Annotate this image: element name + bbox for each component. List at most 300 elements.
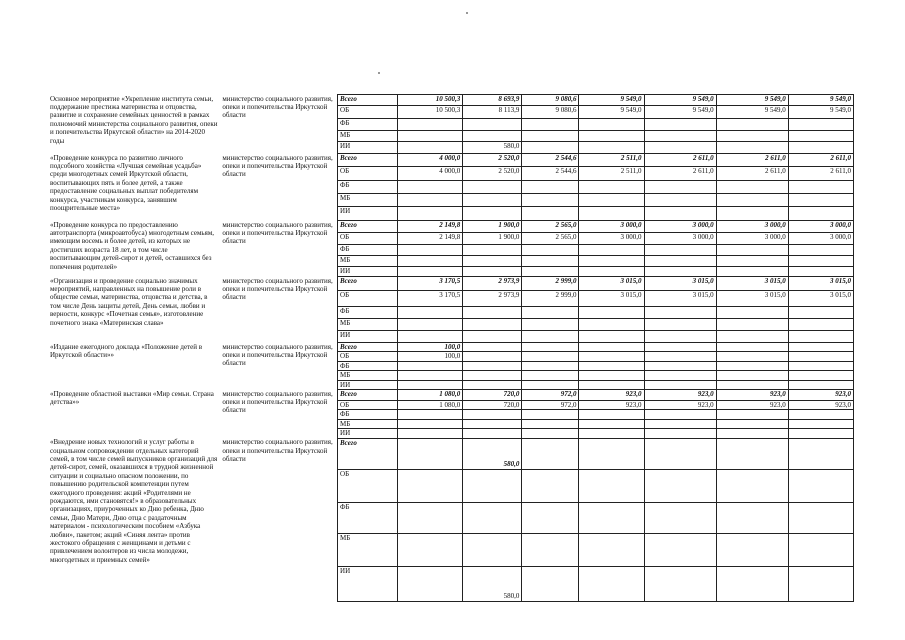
amount-cell <box>398 566 463 601</box>
amount-cell <box>398 119 463 131</box>
amount-cell <box>716 380 788 389</box>
amount-cell <box>463 181 522 194</box>
amount-cell: 1 900,0 <box>463 233 522 245</box>
amount-cell: 8 693,9 <box>463 95 522 106</box>
amount-cell <box>644 469 716 502</box>
table-row <box>48 390 854 401</box>
amount-cell <box>644 319 716 331</box>
amount-cell <box>716 142 788 154</box>
amount-cell <box>579 438 644 469</box>
amount-cell: 9 080,6 <box>522 95 579 106</box>
amount-cell <box>579 331 644 343</box>
amount-cell: 3 000,0 <box>716 233 788 245</box>
funding-source: ИИ <box>338 142 398 154</box>
amount-cell: 3 015,0 <box>788 277 853 291</box>
amount-cell <box>398 307 463 319</box>
table-row <box>48 154 854 167</box>
amount-cell: 3 015,0 <box>644 291 716 307</box>
amount-cell <box>398 142 463 154</box>
amount-cell <box>788 502 853 533</box>
funding-source: ФБ <box>338 361 398 370</box>
amount-cell <box>463 131 522 142</box>
amount-cell <box>463 307 522 319</box>
responsible-executor: министерство социального развития, опеки и попечительства Иркутской области <box>222 94 333 120</box>
amount-cell <box>463 429 522 438</box>
amount-cell: 3 015,0 <box>716 291 788 307</box>
amount-cell <box>644 566 716 601</box>
amount-cell: 9 549,0 <box>716 106 788 119</box>
amount-cell <box>644 119 716 131</box>
amount-cell: 2 149,8 <box>398 233 463 245</box>
amount-cell: 923,0 <box>788 401 853 410</box>
amount-cell <box>579 256 644 267</box>
amount-cell <box>579 419 644 428</box>
amount-cell: 2 511,0 <box>579 167 644 181</box>
amount-cell <box>463 343 522 352</box>
amount-cell <box>398 533 463 566</box>
amount-cell: 580,0 <box>463 566 522 601</box>
amount-cell <box>579 119 644 131</box>
amount-cell: 2 611,0 <box>788 167 853 181</box>
amount-cell <box>463 361 522 370</box>
amount-cell: 3 000,0 <box>716 221 788 233</box>
amount-cell <box>716 343 788 352</box>
amount-cell <box>522 181 579 194</box>
responsible-executor: министерство социального развития, опеки и попечительства Иркутской области <box>222 276 333 302</box>
amount-cell <box>716 319 788 331</box>
funding-source: ФБ <box>338 181 398 194</box>
amount-cell <box>716 419 788 428</box>
amount-cell <box>644 380 716 389</box>
funding-source: ИИ <box>338 331 398 343</box>
funding-source: ФБ <box>338 410 398 419</box>
funding-source: ОБ <box>338 106 398 119</box>
amount-cell <box>644 410 716 419</box>
responsible-executor: министерство социального развития, опеки и попечительства Иркутской области <box>222 389 333 415</box>
amount-cell: 2 973,9 <box>463 291 522 307</box>
funding-source: МБ <box>338 371 398 380</box>
amount-cell: 580,0 <box>463 438 522 469</box>
amount-cell <box>716 307 788 319</box>
amount-cell <box>788 371 853 380</box>
amount-cell: 2 611,0 <box>788 154 853 167</box>
amount-cell <box>522 131 579 142</box>
funding-source: Всего <box>338 277 398 291</box>
amount-cell <box>788 319 853 331</box>
amount-cell <box>579 533 644 566</box>
amount-cell: 9 549,0 <box>788 106 853 119</box>
amount-cell: 2 544,6 <box>522 167 579 181</box>
amount-cell <box>716 502 788 533</box>
amount-cell <box>788 181 853 194</box>
amount-cell <box>644 131 716 142</box>
measure-description: «Проведение областной выставки «Мир семьи. Страна детства»» <box>50 389 214 406</box>
amount-cell <box>398 371 463 380</box>
amount-cell: 923,0 <box>716 390 788 401</box>
amount-cell <box>716 533 788 566</box>
amount-cell: 2 611,0 <box>644 154 716 167</box>
amount-cell <box>716 267 788 277</box>
amount-cell <box>788 429 853 438</box>
amount-cell <box>788 194 853 207</box>
amount-cell <box>716 207 788 221</box>
table-row <box>48 221 854 233</box>
funding-source: ОБ <box>338 291 398 307</box>
amount-cell <box>463 256 522 267</box>
funding-source: ОБ <box>338 469 398 502</box>
amount-cell <box>644 429 716 438</box>
amount-cell <box>522 371 579 380</box>
amount-cell: 3 015,0 <box>788 291 853 307</box>
amount-cell <box>716 194 788 207</box>
amount-cell <box>716 410 788 419</box>
amount-cell: 2 149,8 <box>398 221 463 233</box>
amount-cell <box>463 207 522 221</box>
amount-cell <box>522 419 579 428</box>
amount-cell <box>788 361 853 370</box>
amount-cell <box>644 502 716 533</box>
amount-cell: 923,0 <box>644 390 716 401</box>
amount-cell <box>522 429 579 438</box>
amount-cell <box>644 142 716 154</box>
amount-cell <box>398 410 463 419</box>
amount-cell <box>522 343 579 352</box>
funding-source: ИИ <box>338 429 398 438</box>
amount-cell <box>644 245 716 256</box>
table-row <box>48 343 854 352</box>
amount-cell: 1 080,0 <box>398 390 463 401</box>
amount-cell <box>644 361 716 370</box>
amount-cell: 972,0 <box>522 390 579 401</box>
amount-cell: 100,0 <box>398 343 463 352</box>
amount-cell <box>463 469 522 502</box>
amount-cell <box>463 410 522 419</box>
amount-cell: 2 611,0 <box>716 167 788 181</box>
amount-cell: 2 999,0 <box>522 291 579 307</box>
amount-cell: 100,0 <box>398 352 463 361</box>
amount-cell <box>788 331 853 343</box>
amount-cell <box>579 131 644 142</box>
amount-cell <box>522 319 579 331</box>
funding-source: Всего <box>338 154 398 167</box>
amount-cell <box>398 245 463 256</box>
funding-source: ИИ <box>338 207 398 221</box>
amount-cell <box>522 256 579 267</box>
amount-cell <box>644 438 716 469</box>
amount-cell <box>398 380 463 389</box>
amount-cell <box>579 410 644 419</box>
amount-cell <box>716 438 788 469</box>
funding-source: ФБ <box>338 119 398 131</box>
funding-source: ОБ <box>338 401 398 410</box>
amount-cell <box>463 380 522 389</box>
funding-source: МБ <box>338 319 398 331</box>
amount-cell: 923,0 <box>788 390 853 401</box>
amount-cell: 923,0 <box>579 390 644 401</box>
amount-cell: 3 015,0 <box>716 277 788 291</box>
amount-cell <box>788 419 853 428</box>
amount-cell <box>463 502 522 533</box>
amount-cell <box>579 429 644 438</box>
amount-cell <box>522 245 579 256</box>
amount-cell <box>522 380 579 389</box>
funding-source: ФБ <box>338 245 398 256</box>
amount-cell: 3 000,0 <box>788 233 853 245</box>
amount-cell: 923,0 <box>579 401 644 410</box>
amount-cell: 3 015,0 <box>644 277 716 291</box>
funding-source: МБ <box>338 533 398 566</box>
funding-source: МБ <box>338 419 398 428</box>
amount-cell: 3 000,0 <box>788 221 853 233</box>
amount-cell <box>463 119 522 131</box>
amount-cell <box>788 343 853 352</box>
amount-cell <box>579 352 644 361</box>
amount-cell: 8 113,9 <box>463 106 522 119</box>
amount-cell <box>788 307 853 319</box>
funding-source: Всего <box>338 390 398 401</box>
amount-cell <box>788 380 853 389</box>
amount-cell <box>522 469 579 502</box>
amount-cell: 10 500,3 <box>398 95 463 106</box>
amount-cell <box>522 438 579 469</box>
amount-cell: 9 549,0 <box>579 95 644 106</box>
amount-cell <box>644 343 716 352</box>
funding-source: ОБ <box>338 233 398 245</box>
amount-cell <box>579 371 644 380</box>
amount-cell <box>788 207 853 221</box>
amount-cell <box>522 142 579 154</box>
amount-cell <box>579 207 644 221</box>
amount-cell: 4 000,0 <box>398 154 463 167</box>
amount-cell <box>716 371 788 380</box>
amount-cell: 10 500,3 <box>398 106 463 119</box>
amount-cell <box>716 181 788 194</box>
amount-cell <box>788 142 853 154</box>
responsible-executor: министерство социального развития, опеки и попечительства Иркутской области <box>222 438 333 463</box>
amount-cell: 3 015,0 <box>579 277 644 291</box>
amount-cell <box>644 267 716 277</box>
responsible-executor: министерство социального развития, опеки и попечительства Иркутской области <box>222 342 333 368</box>
scan-speck <box>466 12 468 14</box>
amount-cell <box>788 566 853 601</box>
amount-cell: 2 611,0 <box>644 167 716 181</box>
amount-cell <box>579 566 644 601</box>
amount-cell <box>463 533 522 566</box>
responsible-executor: министерство социального развития, опеки и попечительства Иркутской области <box>222 153 333 179</box>
amount-cell: 4 000,0 <box>398 167 463 181</box>
amount-cell <box>788 256 853 267</box>
amount-cell: 3 000,0 <box>579 233 644 245</box>
funding-source: МБ <box>338 131 398 142</box>
amount-cell <box>398 361 463 370</box>
amount-cell: 2 520,0 <box>463 154 522 167</box>
measure-description: «Издание ежегодного доклада «Положение детей в Иркутской области»» <box>50 342 203 359</box>
amount-cell <box>644 181 716 194</box>
amount-cell <box>463 331 522 343</box>
amount-cell: 2 973,9 <box>463 277 522 291</box>
amount-cell: 3 000,0 <box>579 221 644 233</box>
amount-cell <box>788 267 853 277</box>
amount-cell <box>522 194 579 207</box>
funding-source: ИИ <box>338 267 398 277</box>
amount-cell: 3 000,0 <box>644 233 716 245</box>
amount-cell <box>788 131 853 142</box>
amount-cell <box>522 502 579 533</box>
amount-cell <box>716 245 788 256</box>
amount-cell <box>716 119 788 131</box>
amount-cell: 1 080,0 <box>398 401 463 410</box>
amount-cell: 9 549,0 <box>788 95 853 106</box>
amount-cell <box>579 319 644 331</box>
amount-cell <box>398 207 463 221</box>
scan-speck <box>378 72 380 74</box>
amount-cell: 720,0 <box>463 390 522 401</box>
amount-cell: 923,0 <box>644 401 716 410</box>
funding-source: Всего <box>338 343 398 352</box>
amount-cell <box>398 419 463 428</box>
table-row <box>48 438 854 469</box>
amount-cell <box>522 307 579 319</box>
amount-cell: 580,0 <box>463 142 522 154</box>
amount-cell <box>644 533 716 566</box>
amount-cell <box>579 267 644 277</box>
amount-cell: 2 611,0 <box>716 154 788 167</box>
funding-source: ОБ <box>338 167 398 181</box>
amount-cell <box>522 533 579 566</box>
amount-cell <box>644 371 716 380</box>
amount-cell <box>788 352 853 361</box>
amount-cell: 9 549,0 <box>716 95 788 106</box>
amount-cell: 2 999,0 <box>522 277 579 291</box>
responsible-executor: министерство социального развития, опеки и попечительства Иркутской области <box>222 220 333 246</box>
funding-source: МБ <box>338 256 398 267</box>
amount-cell <box>522 331 579 343</box>
amount-cell <box>716 566 788 601</box>
amount-cell: 923,0 <box>716 401 788 410</box>
amount-cell <box>522 410 579 419</box>
funding-source: МБ <box>338 194 398 207</box>
amount-cell <box>522 267 579 277</box>
amount-cell <box>398 131 463 142</box>
amount-cell <box>644 331 716 343</box>
table-row <box>48 277 854 291</box>
amount-cell <box>644 352 716 361</box>
amount-cell <box>579 181 644 194</box>
amount-cell <box>788 533 853 566</box>
amount-cell <box>644 307 716 319</box>
amount-cell <box>398 319 463 331</box>
amount-cell: 9 549,0 <box>579 106 644 119</box>
amount-cell: 3 170,5 <box>398 277 463 291</box>
amount-cell <box>522 361 579 370</box>
amount-cell: 9 080,6 <box>522 106 579 119</box>
amount-cell <box>398 438 463 469</box>
budget-table <box>48 94 854 602</box>
amount-cell <box>788 469 853 502</box>
amount-cell: 720,0 <box>463 401 522 410</box>
amount-cell: 1 900,0 <box>463 221 522 233</box>
amount-cell <box>716 469 788 502</box>
amount-cell <box>463 419 522 428</box>
amount-cell: 9 549,0 <box>644 106 716 119</box>
amount-cell <box>644 419 716 428</box>
amount-cell: 2 511,0 <box>579 154 644 167</box>
amount-cell <box>398 469 463 502</box>
amount-cell <box>522 119 579 131</box>
amount-cell <box>788 438 853 469</box>
amount-cell <box>716 429 788 438</box>
amount-cell <box>579 142 644 154</box>
measure-description: Основное мероприятие «Укрепление института семьи, поддержание престижа материнства и отцовства, развитие и сохранение семейных ценностей в рамках полномочий министерства социального развития, опеки и попечительства Иркутской области» на 2014-2020 годы <box>50 94 218 145</box>
funding-source: ОБ <box>338 352 398 361</box>
amount-cell <box>579 380 644 389</box>
amount-cell <box>522 352 579 361</box>
amount-cell: 2 520,0 <box>463 167 522 181</box>
amount-cell <box>579 307 644 319</box>
amount-cell <box>788 119 853 131</box>
amount-cell <box>463 267 522 277</box>
amount-cell <box>398 429 463 438</box>
amount-cell <box>398 181 463 194</box>
amount-cell <box>644 194 716 207</box>
amount-cell <box>788 410 853 419</box>
table-row <box>48 95 854 106</box>
amount-cell: 2 544,6 <box>522 154 579 167</box>
funding-source: ИИ <box>338 566 398 601</box>
funding-source: Всего <box>338 221 398 233</box>
amount-cell <box>463 352 522 361</box>
amount-cell <box>716 361 788 370</box>
measure-description: «Проведение конкурса по развитию личного подсобного хозяйства «Лучшая семейная усадьба» среди многодетных семей Иркутской области, воспитывающих пять и более детей, а также предоставление социальных выплат победителям конкурса, участникам конкурса, занявшим поощрительные места» <box>50 153 202 212</box>
amount-cell <box>522 566 579 601</box>
amount-cell <box>579 343 644 352</box>
amount-cell <box>644 207 716 221</box>
amount-cell <box>579 245 644 256</box>
amount-cell <box>716 352 788 361</box>
measure-description: «Организация и проведение социально значимых мероприятий, направленных на повышение роли в обществе семьи, материнства, отцовства и детства, в том числе День защиты детей, День семьи, любви и верности, конкурс «Почетная семья», изготовление почетного знака «Материнская слава» <box>50 276 208 327</box>
amount-cell: 3 170,5 <box>398 291 463 307</box>
amount-cell <box>463 371 522 380</box>
amount-cell: 3 000,0 <box>644 221 716 233</box>
amount-cell <box>579 361 644 370</box>
measure-description: «Проведение конкурса по предоставлению автотранспорта (микроавтобуса) многодетным семьям, имеющим восемь и более детей, из которых не достигших возраста 18 лет, в том числе воспитывающим детей-сирот и детей, оставшихся без попечения родителей» <box>50 220 215 271</box>
amount-cell <box>463 319 522 331</box>
amount-cell <box>398 194 463 207</box>
amount-cell <box>463 194 522 207</box>
amount-cell <box>579 502 644 533</box>
amount-cell: 9 549,0 <box>644 95 716 106</box>
amount-cell <box>398 502 463 533</box>
funding-source: ИИ <box>338 380 398 389</box>
amount-cell: 3 015,0 <box>579 291 644 307</box>
funding-source: Всего <box>338 438 398 469</box>
amount-cell <box>398 331 463 343</box>
amount-cell <box>716 256 788 267</box>
amount-cell <box>398 267 463 277</box>
funding-source: ФБ <box>338 307 398 319</box>
amount-cell <box>788 245 853 256</box>
amount-cell: 972,0 <box>522 401 579 410</box>
amount-cell <box>579 469 644 502</box>
measure-description: «Внедрение новых технологий и услуг работы в социальном сопровождении отдельных категорий семей, в том числе семей выпускников организаций для детей-сирот, семей, оказавшихся в трудной жизненной ситуации и социально опасном положении, по повышению родительской компетенции путем ежегодного проведения: акций «Родителями не рождаются, ими становятся!» в образовательных организациях, приуроченных ко Дню ребенка, Дню семьи, Дню Матери, Дню отца с раздаточным материалом - психологическим пособием «Азбука любви», пакетом; акций «Синяя лента» против жестокого обращения с женщинами и детьми с привлечением волонтеров из числа молодежи, многодетных и приемных семей» <box>50 438 218 564</box>
amount-cell <box>522 207 579 221</box>
amount-cell <box>579 194 644 207</box>
funding-source: ФБ <box>338 502 398 533</box>
amount-cell: 2 565,0 <box>522 221 579 233</box>
amount-cell <box>716 131 788 142</box>
amount-cell: 2 565,0 <box>522 233 579 245</box>
amount-cell <box>716 331 788 343</box>
